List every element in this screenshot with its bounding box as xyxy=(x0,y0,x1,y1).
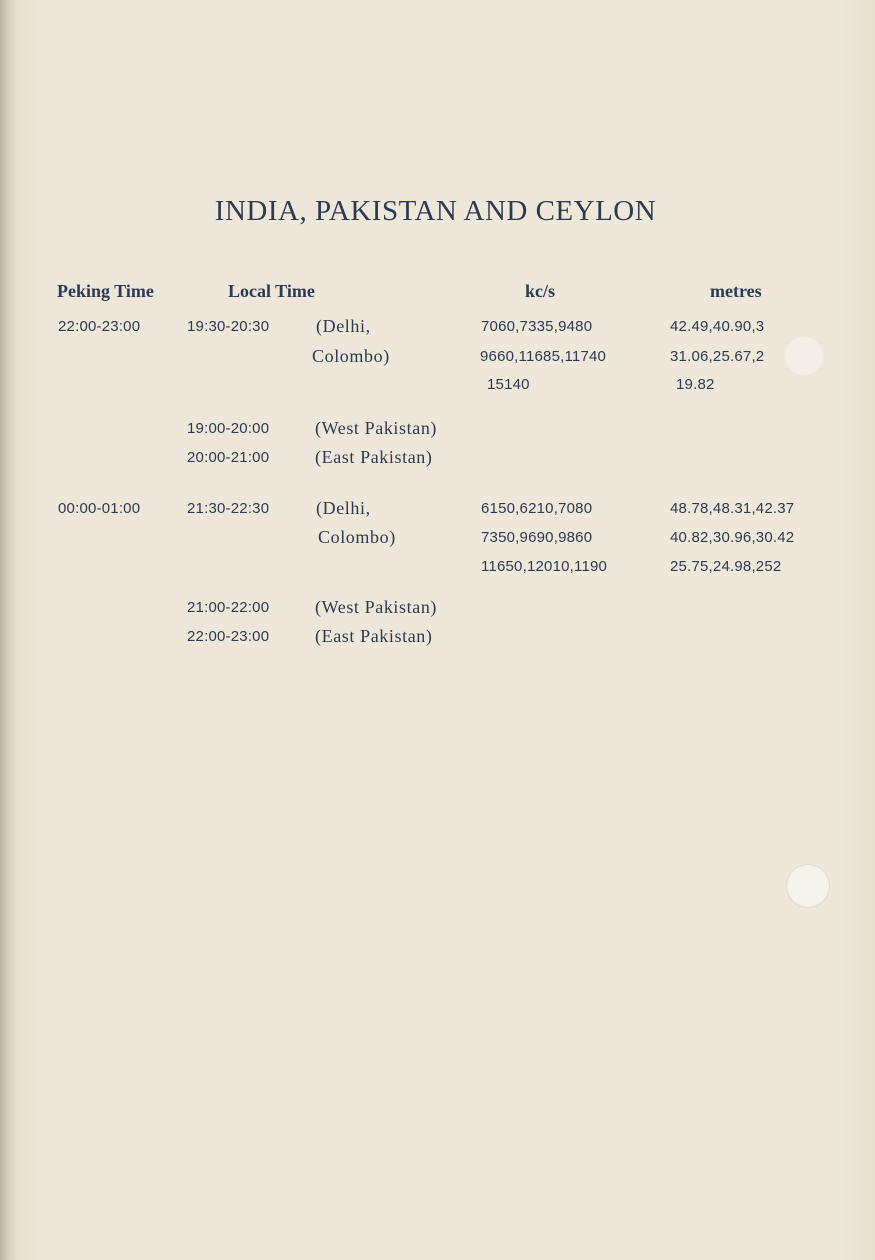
block2-local-time: 21:30-22:30 xyxy=(187,500,270,517)
block2-metres-line1: 48.78,48.31,42.37 xyxy=(670,500,795,517)
header-peking-time: Peking Time xyxy=(57,281,154,301)
block2-place-line1: (Delhi, xyxy=(316,498,371,518)
show-through-text xyxy=(60,630,860,1050)
page-spine xyxy=(0,0,16,1260)
block2-kcs-line2: 7350,9690,9860 xyxy=(481,529,593,546)
block2-sub2-place: (East Pakistan) xyxy=(315,626,433,646)
block1-metres-line3: 19.82 xyxy=(676,376,715,393)
block1-sub1-place: (West Pakistan) xyxy=(315,418,438,438)
block2-peking-time: 00:00-01:00 xyxy=(58,500,141,517)
block1-kcs-line3: 15140 xyxy=(487,376,530,393)
page-title xyxy=(0,195,875,228)
block2-kcs-line1: 6150,6210,7080 xyxy=(481,500,593,517)
header-local-time: Local Time xyxy=(228,281,315,301)
block1-sub1-time: 19:00-20:00 xyxy=(187,420,270,437)
block2-sub2-time: 22:00-23:00 xyxy=(187,628,270,645)
header-kcs: kc/s xyxy=(525,281,556,301)
block1-sub2-place: (East Pakistan) xyxy=(315,447,433,467)
block2-metres-line2: 40.82,30.96,30.42 xyxy=(670,529,795,546)
block1-peking-time: 22:00-23:00 xyxy=(58,318,141,335)
block2-sub1-time: 21:00-22:00 xyxy=(187,599,270,616)
page-blemish xyxy=(785,337,823,375)
block2-kcs-line3: 11650,12010,1190 xyxy=(481,558,608,575)
header-metres: metres xyxy=(710,281,762,301)
block1-place-line1: (Delhi, xyxy=(316,316,371,336)
block1-metres-line2: 31.06,25.67,2 xyxy=(670,348,765,365)
title-text: INDIA, PAKISTAN AND CEYLON xyxy=(214,195,657,227)
block2-sub1-place: (West Pakistan) xyxy=(315,597,438,617)
block1-place-line2: Colombo) xyxy=(312,346,390,366)
block2-metres-line3: 25.75,24.98,252 xyxy=(670,558,782,575)
block1-sub2-time: 20:00-21:00 xyxy=(187,449,270,466)
block1-metres-line1: 42.49,40.90,3 xyxy=(670,318,765,335)
punch-hole xyxy=(786,864,830,908)
block1-kcs-line1: 7060,7335,9480 xyxy=(481,318,593,335)
block2-place-line2: Colombo) xyxy=(318,527,396,547)
block1-kcs-line2: 9660,11685,11740 xyxy=(480,348,607,365)
block1-local-time: 19:30-20:30 xyxy=(187,318,270,335)
